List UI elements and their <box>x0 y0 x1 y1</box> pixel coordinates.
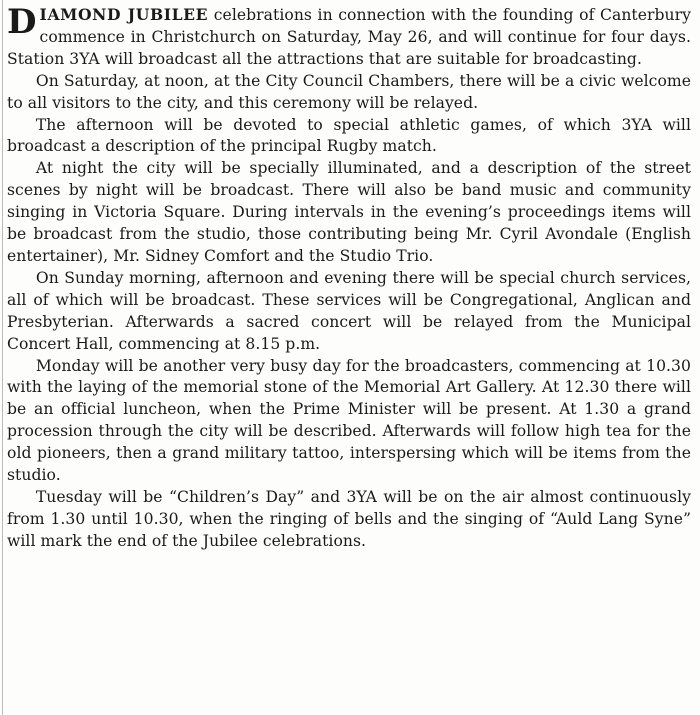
article-paragraph-5: On Sunday morning, afternoon and evening there will be special church services, all of which will be broadcast. These services will be Congregational, Anglican and Presbyterian. Afterwards a sacred concert will be relayed from the Municipal Concert Hall, commencing at 8.15 p.m. <box>7 268 691 353</box>
column-rule <box>2 0 3 715</box>
article-paragraph-6: Monday will be another very busy day for the broadcasters, commencing at 10.30 with the laying of the memorial stone of the Memorial Art Gallery. At 12.30 there will be an official luncheon, when the Prime Minister will be present. At 1.30 a grand procession through the city will be described. Afterwards will follow high tea for the old pioneers, then a grand military tattoo, interspersing which will be items from the studio. <box>7 356 691 485</box>
article-paragraph-2: On Saturday, at noon, at the City Council Chambers, there will be a civic welcome to all visitors to the city, and this ceremony will be relayed. <box>7 71 691 112</box>
newspaper-article <box>7 4 691 553</box>
article-paragraph-3: The afternoon will be devoted to special athletic games, of which 3YA will broadcast a description of the principal Rugby match. <box>7 115 691 156</box>
article-paragraph-7: Tuesday will be “Children’s Day” and 3YA will be on the air almost continuously from 1.30 until 10.30, when the ringing of bells and the singing of “Auld Lang Syne” will mark the end of the Jubilee celebrations. <box>7 487 691 550</box>
article-paragraph-4: At night the city will be specially illuminated, and a description of the street scenes by night will be broadcast. There will also be band music and community singing in Victoria Square. During intervals in the evening’s proceedings items will be broadcast from the studio, those contributing being Mr. Cyril Avondale (English entertainer), Mr. Sidney Comfort and the Studio Trio. <box>7 159 691 265</box>
paragraph-text: celebrations in connection with the founding of Canterbury commence in Christchurch on Saturday, May 26, and will continue for four days. Station 3YA will broadcast all the attractions that are suitable for broadcasting. <box>7 6 692 68</box>
drop-cap: D <box>7 2 37 42</box>
article-headline: IAMOND JUBILEE <box>39 5 209 24</box>
article-paragraph-1 <box>7 4 691 71</box>
